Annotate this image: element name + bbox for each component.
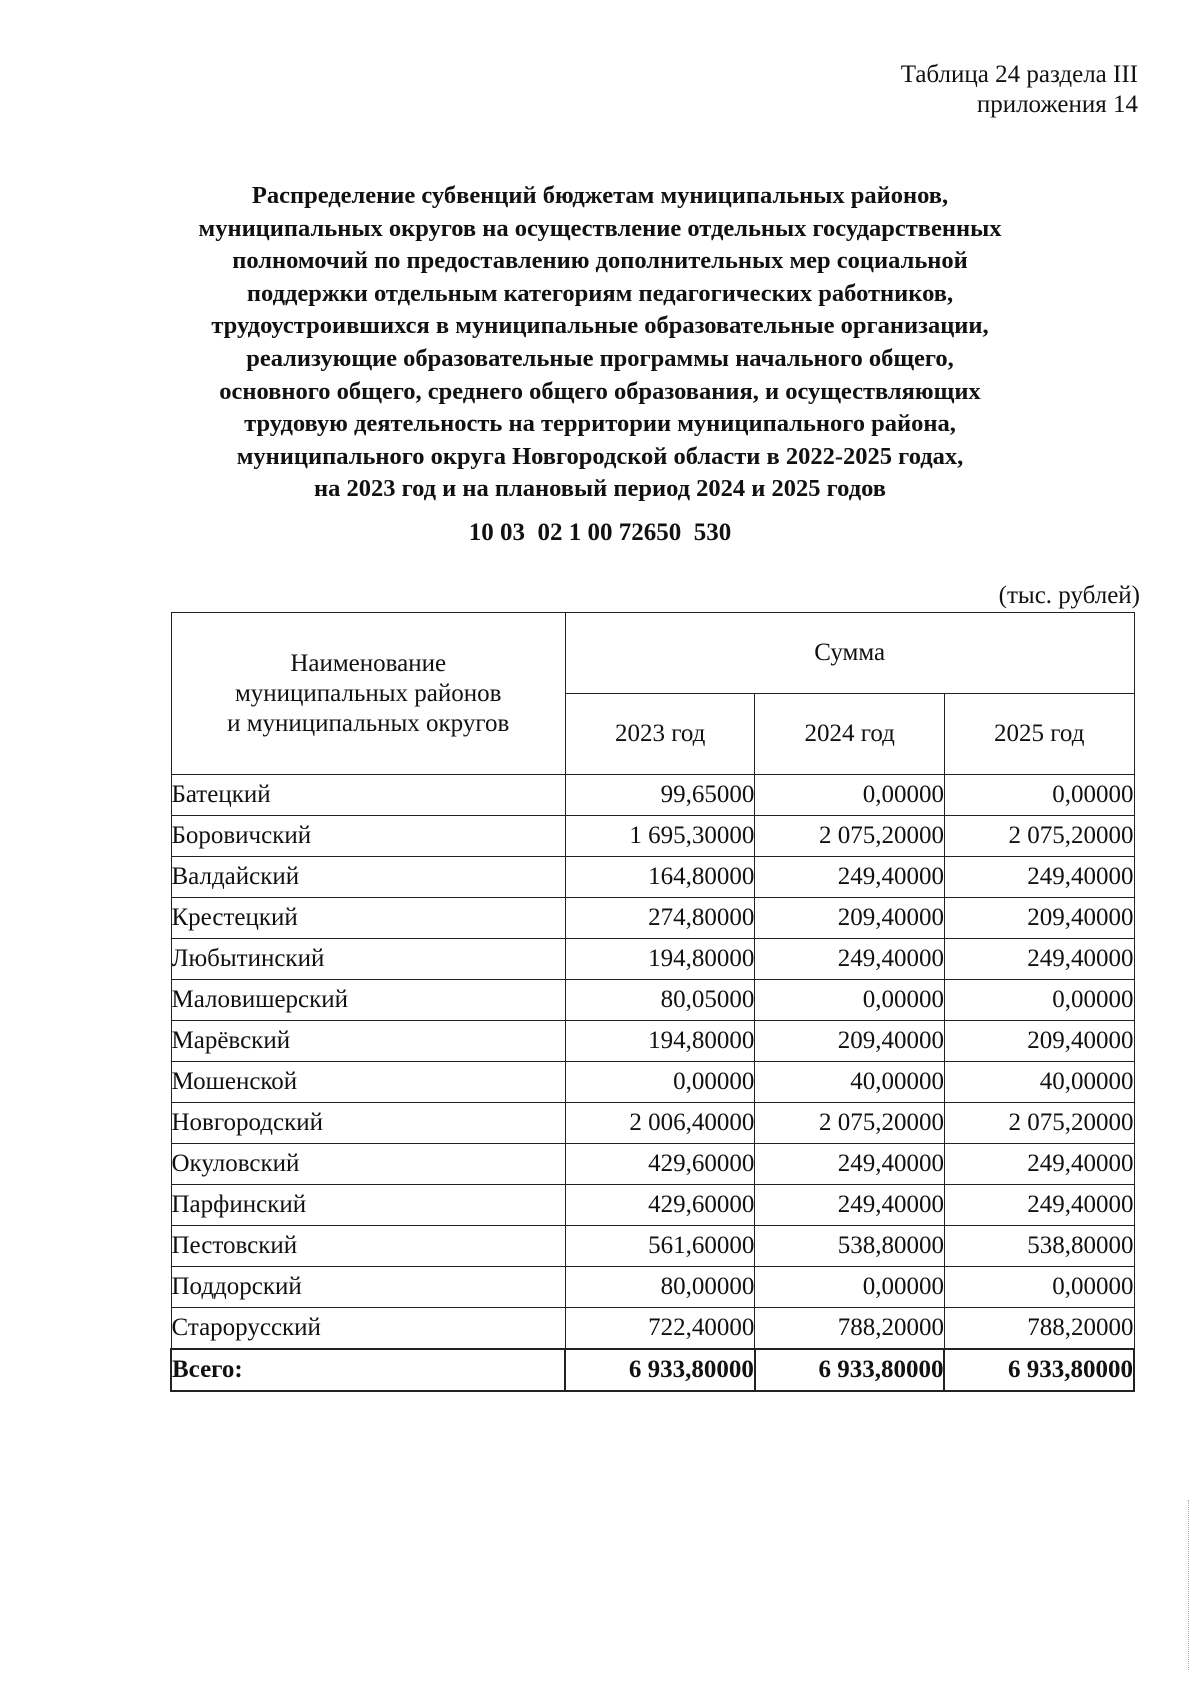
row-value-2025: 0,00000 bbox=[944, 1267, 1134, 1308]
row-value-2024: 2 075,20000 bbox=[755, 1103, 945, 1144]
row-value-2023: 2 006,40000 bbox=[565, 1103, 755, 1144]
row-value-2024: 249,40000 bbox=[755, 939, 945, 980]
row-value-2025: 249,40000 bbox=[944, 857, 1134, 898]
row-value-2023: 80,00000 bbox=[565, 1267, 755, 1308]
title-line: муниципального округа Новгородской области в 2022-2025 годах, bbox=[236, 442, 964, 470]
table-row bbox=[171, 1144, 1134, 1185]
row-name: Валдайский bbox=[171, 857, 565, 898]
header-year-2023: 2023 год bbox=[565, 694, 755, 775]
row-value-2023: 561,60000 bbox=[565, 1226, 755, 1267]
row-value-2025: 0,00000 bbox=[944, 980, 1134, 1021]
budget-classification-code: 10 03 02 1 00 72650 530 bbox=[468, 519, 732, 546]
reference-line-2: приложения 14 bbox=[976, 91, 1138, 118]
row-name: Старорусский bbox=[171, 1308, 565, 1350]
row-value-2025: 2 075,20000 bbox=[944, 816, 1134, 857]
row-value-2023: 722,40000 bbox=[565, 1308, 755, 1350]
row-name: Пестовский bbox=[171, 1226, 565, 1267]
table-row bbox=[171, 1021, 1134, 1062]
subsidy-table bbox=[170, 612, 1135, 1392]
title-line: трудовую деятельность на территории муниципального района, bbox=[244, 410, 956, 438]
total-value-2023: 6 933,80000 bbox=[565, 1349, 755, 1391]
row-value-2024: 249,40000 bbox=[755, 1144, 945, 1185]
row-name: Окуловский bbox=[171, 1144, 565, 1185]
header-name-line: муниципальных районов bbox=[234, 679, 502, 707]
row-value-2024: 0,00000 bbox=[755, 980, 945, 1021]
row-value-2025: 40,00000 bbox=[944, 1062, 1134, 1103]
header-name-line: и муниципальных округов bbox=[227, 709, 510, 737]
row-value-2025: 209,40000 bbox=[944, 898, 1134, 939]
total-label: Всего: bbox=[171, 1349, 565, 1391]
table-row bbox=[171, 775, 1134, 816]
row-value-2024: 538,80000 bbox=[755, 1226, 945, 1267]
row-value-2025: 788,20000 bbox=[944, 1308, 1134, 1350]
row-value-2025: 249,40000 bbox=[944, 1144, 1134, 1185]
row-value-2023: 429,60000 bbox=[565, 1144, 755, 1185]
unit-label: (тыс. рублей) bbox=[998, 582, 1140, 609]
row-value-2025: 249,40000 bbox=[944, 1185, 1134, 1226]
row-value-2024: 249,40000 bbox=[755, 857, 945, 898]
header-sum: Сумма bbox=[565, 613, 1134, 694]
table-row bbox=[171, 1308, 1134, 1350]
row-value-2024: 40,00000 bbox=[755, 1062, 945, 1103]
title-line: Распределение субвенций бюджетам муниципальных районов, bbox=[251, 182, 949, 209]
header-name-line: Наименование bbox=[290, 649, 447, 677]
title-line: на 2023 год и на плановый период 2024 и 2025 годов bbox=[313, 475, 886, 503]
table-row bbox=[171, 980, 1134, 1021]
total-value-2024: 6 933,80000 bbox=[755, 1349, 945, 1391]
row-name: Батецкий bbox=[171, 775, 565, 816]
table-row bbox=[171, 1267, 1134, 1308]
title-line: муниципальных округов на осуществление отдельных государственных bbox=[198, 214, 1002, 242]
row-value-2023: 164,80000 bbox=[565, 857, 755, 898]
table-row bbox=[171, 1103, 1134, 1144]
table-row bbox=[171, 857, 1134, 898]
row-value-2024: 249,40000 bbox=[755, 1185, 945, 1226]
row-name: Боровичский bbox=[171, 816, 565, 857]
header-name bbox=[171, 613, 565, 775]
row-value-2025: 2 075,20000 bbox=[944, 1103, 1134, 1144]
row-name: Новгородский bbox=[171, 1103, 565, 1144]
table-row bbox=[171, 1062, 1134, 1103]
table-row bbox=[171, 898, 1134, 939]
row-value-2023: 194,80000 bbox=[565, 939, 755, 980]
row-name: Маловишерский bbox=[171, 980, 565, 1021]
title-line: трудоустроившихся в муниципальные образовательные организации, bbox=[211, 312, 989, 340]
row-value-2023: 194,80000 bbox=[565, 1021, 755, 1062]
header-year-2025: 2025 год bbox=[944, 694, 1134, 775]
title-line: реализующие образовательные программы начального общего, bbox=[246, 344, 954, 372]
row-name: Любытинский bbox=[171, 939, 565, 980]
row-value-2023: 429,60000 bbox=[565, 1185, 755, 1226]
total-row bbox=[171, 1349, 1134, 1391]
row-value-2025: 0,00000 bbox=[944, 775, 1134, 816]
table-reference bbox=[901, 60, 1138, 120]
row-value-2024: 2 075,20000 bbox=[755, 816, 945, 857]
total-value-2025: 6 933,80000 bbox=[944, 1349, 1134, 1391]
row-value-2023: 80,05000 bbox=[565, 980, 755, 1021]
row-value-2023: 274,80000 bbox=[565, 898, 755, 939]
title-line: основного общего, среднего общего образования, и осуществляющих bbox=[219, 377, 981, 405]
title-line: поддержки отдельным категориям педагогических работников, bbox=[246, 279, 954, 307]
row-value-2025: 538,80000 bbox=[944, 1226, 1134, 1267]
row-value-2023: 1 695,30000 bbox=[565, 816, 755, 857]
table-row bbox=[171, 939, 1134, 980]
table-row bbox=[171, 816, 1134, 857]
row-value-2024: 0,00000 bbox=[755, 1267, 945, 1308]
reference-line-1: Таблица 24 раздела III bbox=[900, 61, 1138, 88]
row-value-2025: 209,40000 bbox=[944, 1021, 1134, 1062]
row-value-2024: 209,40000 bbox=[755, 1021, 945, 1062]
row-value-2024: 209,40000 bbox=[755, 898, 945, 939]
header-year-2024: 2024 год bbox=[755, 694, 945, 775]
row-value-2024: 0,00000 bbox=[755, 775, 945, 816]
row-name: Поддорский bbox=[171, 1267, 565, 1308]
table-body bbox=[171, 775, 1134, 1392]
table-row bbox=[171, 1185, 1134, 1226]
row-value-2024: 788,20000 bbox=[755, 1308, 945, 1350]
row-name: Парфинский bbox=[171, 1185, 565, 1226]
row-name: Крестецкий bbox=[171, 898, 565, 939]
row-value-2025: 249,40000 bbox=[944, 939, 1134, 980]
table-row bbox=[171, 1226, 1134, 1267]
scan-margin-mark bbox=[1188, 1500, 1190, 1670]
document-title bbox=[150, 180, 1050, 506]
row-value-2023: 99,65000 bbox=[565, 775, 755, 816]
row-name: Мошенской bbox=[171, 1062, 565, 1103]
row-name: Марёвский bbox=[171, 1021, 565, 1062]
title-line: полномочий по предоставлению дополнительных мер социальной bbox=[232, 247, 968, 275]
row-value-2023: 0,00000 bbox=[565, 1062, 755, 1103]
